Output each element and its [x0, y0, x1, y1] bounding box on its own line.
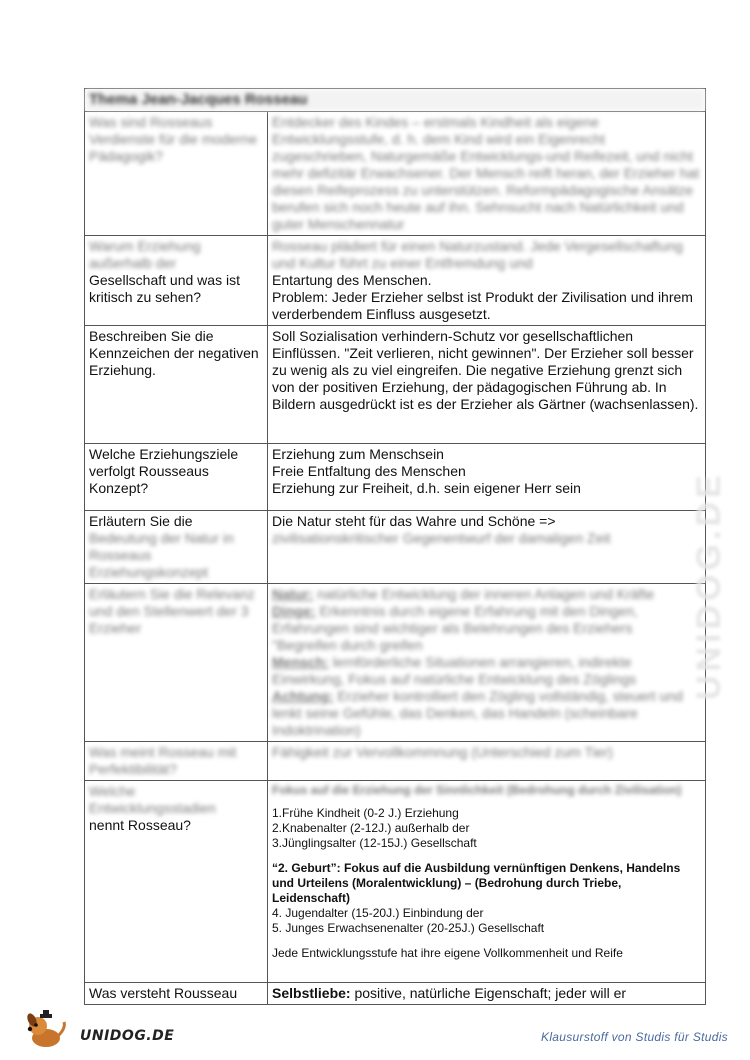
- term-text: Erzieher kontrolliert den Zögling vollständig, steuert und lenkt seine Gefühle, das Denken, das Handeln (scheinbare Indoktrination): [272, 688, 683, 738]
- logo-text: UNIDOG.DE: [80, 1028, 175, 1044]
- question-cell: [85, 236, 268, 326]
- question-text-blurred: Bedeutung der Natur in Rosseaus Erziehungskonzept: [89, 530, 234, 580]
- stage-item: 3.Jünglingsalter (12-15J.) Gesellschaft: [272, 836, 477, 850]
- question-cell: Was sind Rosseaus Verdienste für die moderne Pädagogik?: [85, 112, 268, 236]
- answer-text: Die Natur steht für das Wahre und Schöne =>: [272, 513, 556, 529]
- answer-cell: [268, 584, 706, 742]
- question-text-blurred: Warum Erziehung außerhalb der: [89, 238, 201, 271]
- focus-heading-blurred: Fokus auf die Erziehung der Sinnlichkeit (Bedrohung durch Zivilisation): [272, 783, 682, 797]
- answer-cell: Entdecker des Kindes – erstmals Kindheit als eigene Entwicklungsstufe, d. h. dem Kind wird ein Eigenrecht zugeschrieben, Naturgemäße Entwicklungs-und Reifezeit, und nicht mehr defizitär Erwachsener. Der Mensch reift heran, der Erzieher hat diesen Reifeprozess zu unterstützen. Reformpädagogische Ansätze berufen sich noch heute auf ihn. Sehnsucht nach Natürlichkeit und guter Menschennatur: [268, 112, 706, 236]
- answer-text: positive, natürliche Eigenschaft; jeder will er: [350, 985, 627, 1001]
- answer-text-blurred: Rosseau plädiert für einen Naturzustand. Jede Vergesellschaftung und Kultur führt zu einer Entfremdung und: [272, 238, 683, 271]
- question-cell: Was meint Rosseau mit Perfektibilität?: [85, 742, 268, 781]
- question-cell: [85, 511, 268, 584]
- question-text-blurred: Welche Entwicklungsstadien: [89, 783, 216, 816]
- dog-mascot-icon: [24, 1010, 68, 1050]
- stage-item: 4. Jugendalter (15-20J.) Einbindung der: [272, 906, 484, 920]
- table-row: [85, 112, 706, 236]
- term-label: Dinge:: [272, 603, 316, 619]
- closing-note: Jede Entwicklungsstufe hat ihre eigene Vollkommenheit und Reife: [272, 946, 623, 960]
- content-table: [84, 88, 706, 1005]
- term-text: lernförderliche Situationen arrangieren, indirekte Einwirkung, Fokus auf natürliche Entwicklung des Zöglings: [272, 654, 637, 687]
- table-row: [85, 326, 706, 444]
- term-label: Selbstliebe:: [272, 985, 351, 1001]
- question-cell: Beschreiben Sie die Kennzeichen der negativen Erziehung.: [85, 326, 268, 444]
- term-text: Erkenntnis durch eigene Erfahrung mit den Dingen, Erfahrungen sind wichtiger als Belehrungen des Erziehers "Begreifen durch greifen: [272, 603, 638, 653]
- question-cell: Erläutern Sie die Relevanz und den Stellenwert der 3 Erzieher: [85, 584, 268, 742]
- question-cell: Welche Erziehungsziele verfolgt Rousseaus Konzept?: [85, 444, 268, 511]
- table-row: [85, 983, 706, 1005]
- table-row: [85, 511, 706, 584]
- answer-cell: [268, 983, 706, 1005]
- focus-heading: “2. Geburt”: Fokus auf die Ausbildung vernünftigen Denkens, Handelns und Urteilens (Moralentwicklung) – (Bedrohung durch Triebe, Leidenschaft): [272, 861, 681, 905]
- answer-cell: [268, 444, 706, 511]
- goal-item: Erziehung zum Menschsein: [272, 446, 444, 462]
- question-cell: [85, 781, 268, 983]
- term-label: Mensch:: [272, 654, 329, 670]
- question-text: Gesellschaft und was ist kritisch zu sehen?: [89, 272, 240, 305]
- term-text: natürliche Entwicklung der inneren Anlagen und Kräfte: [313, 586, 655, 602]
- answer-cell: [268, 511, 706, 584]
- table-row: [85, 584, 706, 742]
- answer-cell: Soll Sozialisation verhindern-Schutz vor gesellschaftlichen Einflüssen. "Zeit verlieren, nicht gewinnen". Der Erzieher soll besser zu wenig als zu viel eingreifen. Die negative Erziehung grenzt sich von der positiven Erziehung, der pädagogischen Führung ab. In Bildern ausgedrückt ist es der Erzieher als Gärtner (wachsenlassen).: [268, 326, 706, 444]
- answer-cell: [268, 781, 706, 983]
- answer-cell: [268, 236, 706, 326]
- table-row: [85, 742, 706, 781]
- term-label: Achtung:: [272, 688, 334, 704]
- answer-text-blurred: zivilisationskritischer Gegenentwurf der damaligen Zeit: [272, 530, 611, 546]
- table-title-row: [85, 89, 706, 112]
- table-row: [85, 236, 706, 326]
- term-label: Natur:: [272, 586, 314, 602]
- question-text: nennt Rosseau?: [89, 817, 191, 833]
- goal-item: Freie Entfaltung des Menschen: [272, 463, 466, 479]
- stage-item: 5. Junges Erwachsenenalter (20-25J.) Gesellschaft: [272, 921, 545, 935]
- question-text: Erläutern Sie die: [89, 513, 193, 529]
- goal-item: Erziehung zur Freiheit, d.h. sein eigener Herr sein: [272, 480, 581, 496]
- answer-cell: Fähigkeit zur Vervollkommnung (Unterschied zum Tier): [268, 742, 706, 781]
- stage-item: 2.Knabenalter (2-12J.) außerhalb der: [272, 821, 470, 835]
- watermark: UNIDOG.DE: [690, 471, 728, 700]
- stage-item: 1.Frühe Kindheit (0-2 J.) Erziehung: [272, 806, 459, 820]
- answer-text: Entartung des Menschen.: [272, 272, 432, 288]
- answer-text: Problem: Jeder Erzieher selbst ist Produkt der Zivilisation und ihrem verderbendem Einfluss ausgesetzt.: [272, 289, 693, 322]
- question-cell: Was versteht Rousseau: [85, 983, 268, 1005]
- table-row: [85, 781, 706, 983]
- unidog-logo[interactable]: [24, 1010, 175, 1050]
- table-row: [85, 444, 706, 511]
- footer-slogan: Klausurstoff von Studis für Studis: [541, 1030, 728, 1044]
- table-title: Thema Jean-Jacques Rosseau: [85, 89, 706, 112]
